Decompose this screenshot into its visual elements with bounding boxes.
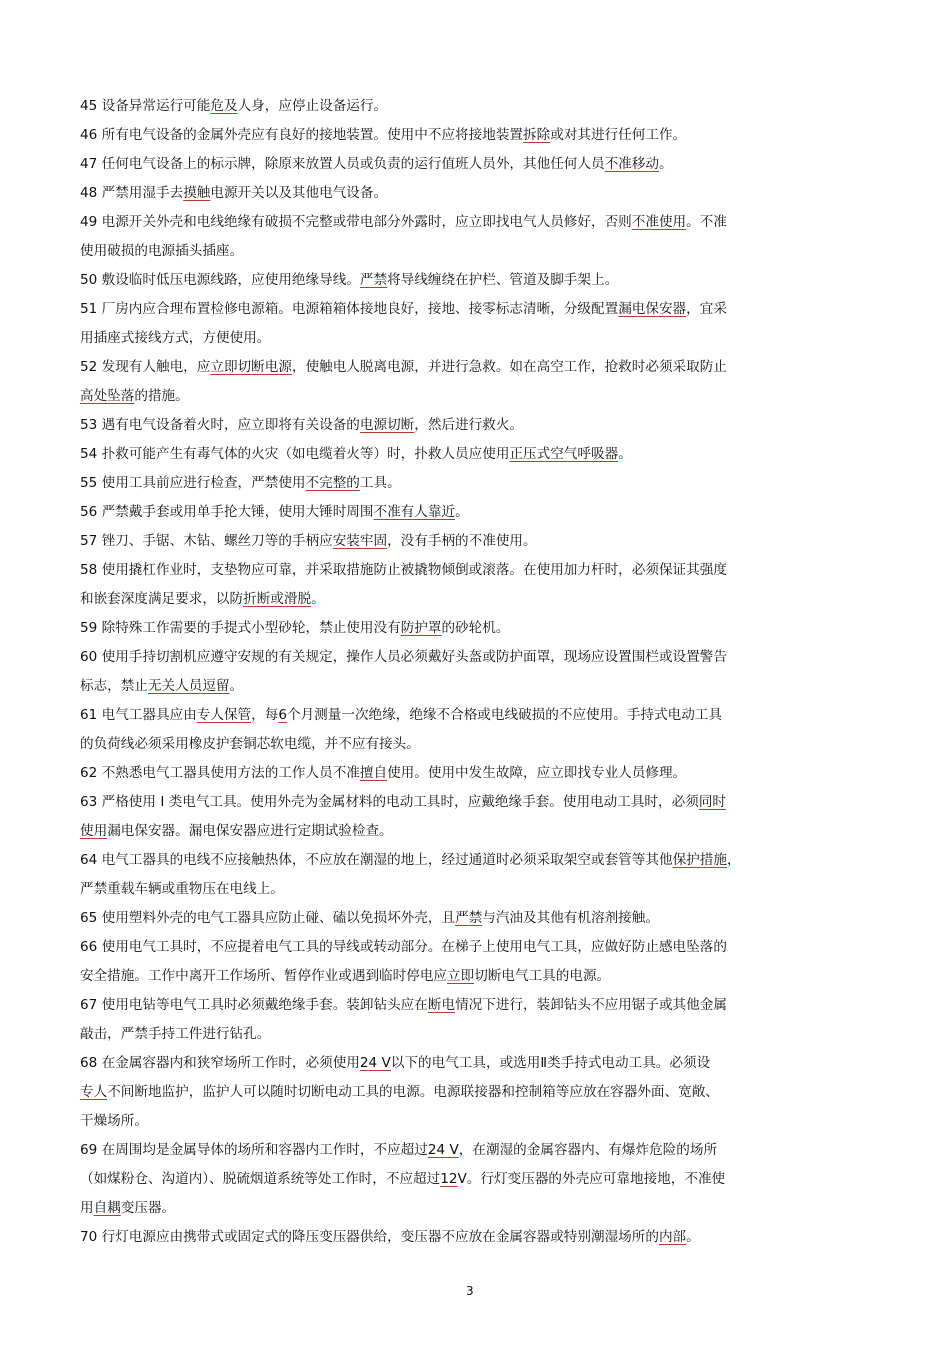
line-text: 用 (80, 1200, 94, 1216)
line-text: （如煤粉仓、沟道内）、脱硫烟道系统等处工作时，不应超过 (80, 1171, 441, 1187)
line-text: 70 行灯电源应由携带式或固定式的降压变压器供给，变压器不应放在金属容器或特别潮湿场所的 (80, 1229, 659, 1245)
text-line (80, 879, 880, 899)
line-text: 漏电保安器。漏电保安器应进行定期试验检查。 (107, 823, 393, 839)
text-line (80, 1169, 880, 1189)
line-text: 人身，应停止设备运行。 (237, 98, 388, 114)
line-text: 69 在周围均是金属导体的场所和容器内工作时，不应超过 (80, 1142, 428, 1158)
text-line (80, 154, 880, 174)
answer-blank: 不完整的 (305, 475, 360, 491)
line-text: 56 严禁戴手套或用单手抡大锤，使用大锤时周围 (80, 504, 374, 520)
text-line (80, 995, 880, 1015)
answer-blank: 专人 (80, 1084, 108, 1100)
answer-blank: 拆除 (523, 127, 551, 143)
line-text: 55 使用工具前应进行检查，严禁使用 (80, 475, 306, 491)
line-text: 电源开关以及其他电气设备。 (210, 185, 388, 201)
line-text: 47 任何电气设备上的标示牌，除原来放置人员或负责的运行值班人员外，其他任何人员 (80, 156, 605, 172)
line-text: 61 电气工器具应由 (80, 707, 197, 723)
text-line (80, 183, 880, 203)
line-text: 干燥场所。 (80, 1113, 148, 1129)
answer-blank: 不准移动 (604, 156, 659, 172)
line-text: 使用破损的电源插头插座。 (80, 243, 244, 259)
line-text: 与汽油及其他有机溶剂接触。 (482, 910, 659, 926)
text-line (80, 1140, 880, 1160)
line-text: 64 电气工器具的电线不应接触热体，不应放在潮湿的地上，经过通道时必须采取架空或套管等其他 (80, 852, 673, 868)
line-text: 65 使用塑料外壳的电气工器具应防止碰、磕以免损坏外壳，且 (80, 910, 456, 926)
text-line (80, 705, 880, 725)
text-line (80, 1053, 880, 1073)
line-text: 以下的电气工具，或选用Ⅱ类手持式电动工具。必须设 (390, 1055, 711, 1071)
text-line (80, 850, 880, 870)
text-line (80, 734, 880, 754)
line-text: V。行灯变压器的外壳应可靠地接地，不准使 (457, 1171, 726, 1187)
text-line (80, 589, 880, 609)
text-line (80, 1082, 880, 1102)
answer-blank: 安装牢固 (332, 533, 388, 549)
text-line (80, 212, 880, 232)
line-text: 将导线缠绕在护栏、管道及脚手架上。 (387, 272, 619, 288)
line-text: ，在潮湿的金属容器内、有爆炸危险的场所 (458, 1142, 718, 1158)
line-text: 。 (686, 1229, 700, 1245)
line-text: 48 严禁用湿手去 (80, 185, 184, 201)
line-text: 63 严格使用 Ⅰ 类电气工具。使用外壳为金属材料的电动工具时，应戴绝缘手套。使用电动工具时，必须 (80, 794, 699, 810)
line-text: 58 使用撬杠作业时，支垫物应可靠，并采取措施防止被撬物倾倒或滚落。在使用加力杆时，必须保证其强度 (80, 562, 727, 578)
line-text: ，宜采 (686, 301, 727, 317)
text-line (80, 937, 880, 957)
text-line (80, 1227, 880, 1247)
line-text: 或对其进行任何工作。 (550, 127, 687, 143)
text-line (80, 1198, 880, 1218)
line-text: 57 锉刀、手锯、木钻、螺丝刀等的手柄应 (80, 533, 333, 549)
line-text: 66 使用电气工具时，不应提着电气工具的导线或转动部分。在梯子上使用电气工具，应做好防止感电坠落的 (80, 939, 727, 955)
line-text: ，没有手柄的不准使用。 (387, 533, 537, 549)
text-line (80, 647, 880, 667)
line-text: 个月测量一次绝缘，绝缘不合格或电线破损的不应使用。手持式电动工具 (287, 707, 722, 723)
line-text: 60 使用手持切割机应遵守安规的有关规定，操作人员必须戴好头盔或防护面罩，现场应设置围栏或设置警告 (80, 649, 727, 665)
text-line (80, 1024, 880, 1044)
text-line (80, 531, 880, 551)
answer-blank: 正压式空气呼吸器 (509, 446, 619, 462)
line-text: 用插座式接线方式，方便使用。 (80, 330, 271, 346)
answer-blank: 摸触 (183, 185, 211, 201)
answer-blank: 高处坠落 (80, 388, 135, 404)
line-text: 的砂轮机。 (441, 620, 510, 636)
answer-blank: 危及 (210, 98, 238, 114)
line-text: 53 遇有电气设备着火时，应立即将有关设备的 (80, 417, 360, 433)
text-line (80, 444, 880, 464)
text-line (80, 125, 880, 145)
text-line (80, 241, 880, 261)
answer-blank: 自耦 (93, 1200, 121, 1216)
line-text: 。 (229, 678, 244, 694)
answer-blank: 内部 (658, 1229, 687, 1245)
line-text: 不间断地监护，监护人可以随时切断电动工具的电源。电源联接器和控制箱等应放在容器外面、宽敞、 (107, 1084, 719, 1100)
answer-blank: 使用 (80, 823, 108, 839)
line-text: 的措施。 (134, 388, 189, 404)
line-text: 敲击，严禁手持工件进行钻孔。 (80, 1026, 271, 1042)
line-text: ，然后进行救火。 (414, 417, 524, 433)
answer-blank: 12 (440, 1171, 458, 1187)
text-line (80, 357, 880, 377)
text-line (80, 96, 880, 116)
text-line (80, 908, 880, 928)
line-text: 。 (311, 591, 325, 607)
line-text: 标志，禁止 (80, 678, 148, 694)
page-number: 3 (466, 1284, 474, 1298)
text-line (80, 502, 880, 522)
answer-blank: 同时 (698, 794, 726, 810)
line-text: 切断电气工具的电源。 (474, 968, 611, 984)
line-text: 工具。 (359, 475, 401, 491)
answer-blank: 断电 (427, 997, 456, 1013)
line-text: 。 (658, 156, 673, 172)
text-line (80, 1111, 880, 1131)
line-text: 。 (618, 446, 632, 462)
answer-blank: 6 (278, 707, 287, 723)
answer-blank: 不准使用 (631, 214, 687, 230)
line-text: 的负荷线必须采用橡皮护套铜芯软电缆，并不应有接头。 (80, 736, 420, 752)
line-text: 45 设备异常运行可能 (80, 98, 211, 114)
line-text: ， (726, 852, 741, 868)
answer-blank: 漏电保安器 (618, 301, 687, 317)
text-line (80, 415, 880, 435)
line-text: 51 厂房内应合理布置检修电源箱。电源箱箱体接地良好，接地、接零标志清晰，分级配置 (80, 301, 619, 317)
line-text: 使用。使用中发生故障，应立即找专业人员修理。 (387, 765, 687, 781)
answer-blank: 24 V (359, 1055, 391, 1071)
line-text: 变压器。 (120, 1200, 176, 1216)
answer-blank: 严禁 (455, 910, 483, 926)
line-text: 。 (455, 504, 469, 520)
answer-blank: 折断或滑脱 (243, 591, 312, 607)
text-line (80, 473, 880, 493)
line-text: 62 不熟悉电气工器具使用方法的工作人员不准 (80, 765, 360, 781)
answer-blank: 电源切断 (359, 417, 415, 433)
line-text: ，使触电人脱离电源，并进行急救。如在高空工作，抢救时必须采取防止 (291, 359, 727, 375)
answer-blank: 防护罩 (400, 620, 442, 636)
answer-blank: 不准有人靠近 (373, 504, 456, 520)
text-line (80, 763, 880, 783)
answer-blank: 擅自 (359, 765, 388, 781)
text-line (80, 676, 880, 696)
text-line (80, 792, 880, 812)
line-text: 情况下进行，装卸钻头不应用锯子或其他金属 (455, 997, 727, 1013)
line-text: 52 发现有人触电，应 (80, 359, 211, 375)
answer-blank: 严禁 (359, 272, 388, 288)
line-text: 54 扑救可能产生有毒气体的火灾（如电缆着火等）时，扑救人员应使用 (80, 446, 510, 462)
text-line (80, 618, 880, 638)
answer-blank: 24 V (427, 1142, 459, 1158)
line-text: 严禁重载车辆或重物压在电线上。 (80, 881, 284, 897)
line-text: 67 使用电钻等电气工具时必须戴绝缘手套。装卸钻头应在 (80, 997, 428, 1013)
answer-blank: 立即 (447, 968, 475, 984)
text-line (80, 386, 880, 406)
line-text: 50 敷设临时低压电源线路，应使用绝缘导线。 (80, 272, 360, 288)
text-line (80, 328, 880, 348)
line-text: 。不准 (686, 214, 727, 230)
answer-blank: 专人保管 (196, 707, 252, 723)
answer-blank: 保护措施 (672, 852, 727, 868)
text-line (80, 270, 880, 290)
text-line (80, 560, 880, 580)
line-text: 49 电源开关外壳和电线绝缘有破损不完整或带电部分外露时，应立即找电气人员修好，否则 (80, 214, 632, 230)
text-line (80, 821, 880, 841)
answer-blank: 立即切断电源 (210, 359, 292, 375)
line-text: 68 在金属容器内和狭窄场所工作时，必须使用 (80, 1055, 360, 1071)
text-line (80, 966, 880, 986)
line-text: 和嵌套深度满足要求，以防 (80, 591, 244, 607)
line-text: 59 除特殊工作需要的手提式小型砂轮，禁止使用没有 (80, 620, 401, 636)
answer-blank: 无关人员逗留 (147, 678, 230, 694)
line-text: 46 所有电气设备的金属外壳应有良好的接地装置。使用中不应将接地装置 (80, 127, 524, 143)
text-line (80, 299, 880, 319)
line-text: ，每 (251, 707, 279, 723)
line-text: 安全措施。工作中离开工作场所、暂停作业或遇到临时停电应 (80, 968, 448, 984)
